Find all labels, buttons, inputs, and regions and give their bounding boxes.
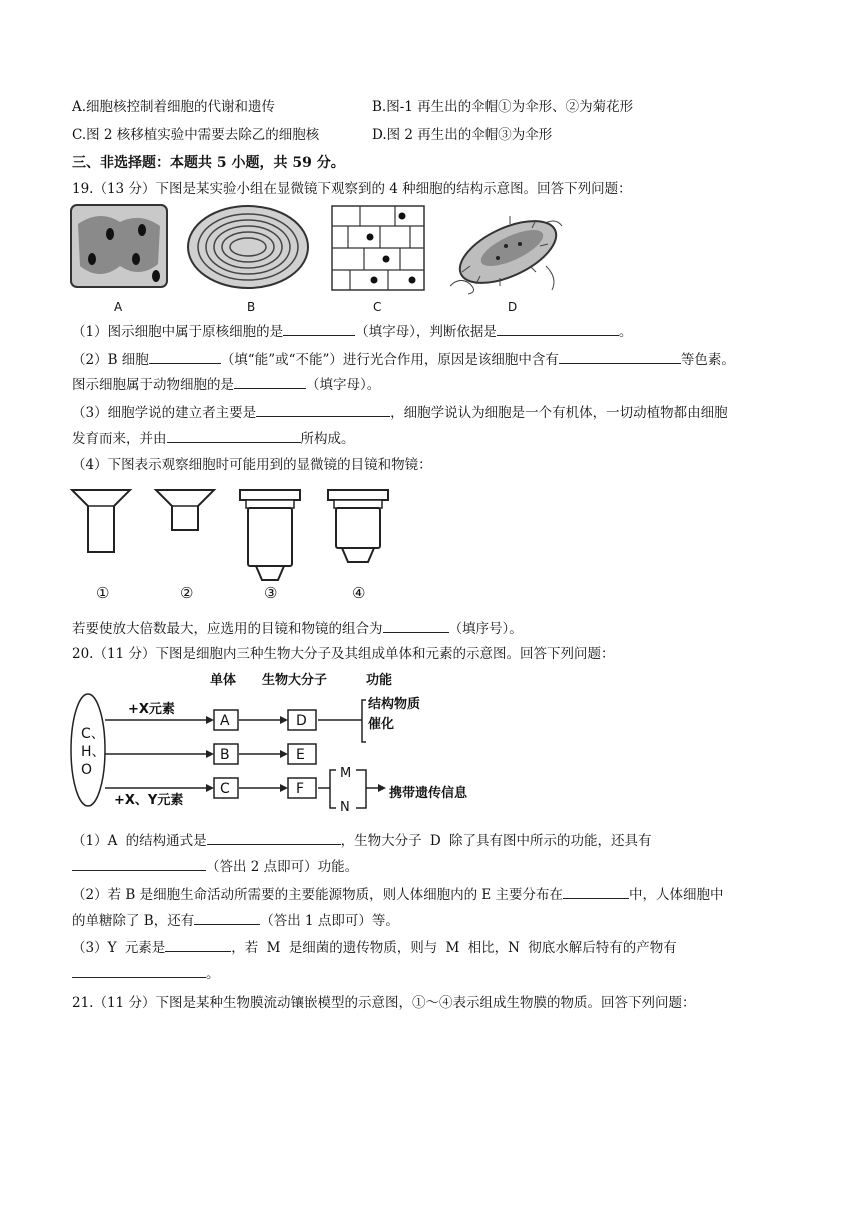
answer-blank[interactable] bbox=[149, 350, 221, 364]
cell-a-image bbox=[70, 204, 170, 288]
lens-label-2: ② bbox=[180, 584, 194, 602]
lens-label-1: ① bbox=[96, 584, 110, 602]
q19-part1: （1）图示细胞中属于原核细胞的是 （填字母），判断依据是 。 bbox=[72, 324, 633, 340]
genetic-info-label: 携带遗传信息 bbox=[389, 786, 468, 801]
q20-part2-cont: 的单糖除了 B，还有 （答出 1 点即可）等。 bbox=[72, 913, 399, 929]
answer-blank[interactable] bbox=[207, 831, 341, 845]
q19-part4: （4）下图表示观察细胞时可能用到的显微镜的目镜和物镜： bbox=[72, 457, 432, 473]
q20-part1: （1）A 的结构通式是 ，生物大分子 D 除了具有图中所示的功能，还具有 bbox=[72, 833, 652, 849]
q20-part3: （3）Y 元素是 ，若 M 是细菌的遗传物质，则与 M 相比，N 彻底水解后特有的产物有 bbox=[72, 940, 677, 956]
answer-blank[interactable] bbox=[167, 429, 301, 443]
eyepiece-2-image bbox=[154, 488, 224, 538]
diagram-header-function: 功能 bbox=[366, 673, 393, 688]
macro-d: D bbox=[296, 713, 307, 729]
answer-blank[interactable] bbox=[72, 964, 206, 978]
diagram-header-monomer: 单体 bbox=[210, 673, 237, 688]
answer-blank[interactable] bbox=[256, 403, 390, 417]
q20-part1-cont: （答出 2 点即可）功能。 bbox=[72, 857, 358, 876]
answer-blank[interactable] bbox=[559, 350, 681, 364]
q20-stem: 20.（11 分）下图是细胞内三种生物大分子及其组成单体和元素的示意图。回答下列问题： bbox=[72, 646, 615, 662]
lens-label-4: ④ bbox=[352, 584, 366, 602]
cell-b-image bbox=[186, 204, 314, 290]
macro-e: E bbox=[296, 747, 305, 763]
nucleic-m: M bbox=[340, 766, 352, 781]
q19-part2-cont: 图示细胞属于动物细胞的是 （填字母）。 bbox=[72, 377, 381, 393]
element-c: C、 bbox=[81, 726, 105, 742]
function-catalysis: 催化 bbox=[368, 717, 395, 732]
cell-label-c: C bbox=[373, 300, 382, 314]
answer-blank[interactable] bbox=[234, 375, 306, 389]
objective-3-image bbox=[238, 488, 308, 584]
answer-blank[interactable] bbox=[497, 322, 619, 336]
cell-label-a: A bbox=[114, 300, 123, 314]
monomer-a: A bbox=[220, 713, 230, 729]
function-structural: 结构物质 bbox=[368, 697, 421, 712]
q19-part2: （2）B 细胞 （填“能”或“不能”）进行光合作用，原因是该细胞中含有 等色素。 bbox=[72, 352, 735, 368]
section-heading: 三、非选择题：本题共 5 小题，共 59 分。 bbox=[72, 155, 345, 171]
nucleic-n: N bbox=[340, 800, 350, 815]
answer-blank[interactable] bbox=[563, 885, 629, 899]
lens-label-3: ③ bbox=[264, 584, 278, 602]
q19-stem: 19.（13 分）下图是某实验小组在显微镜下观察到的 4 种细胞的结构示意图。回答下列问题： bbox=[72, 181, 632, 197]
q19-part5: 若要使放大倍数最大，应选用的目镜和物镜的组合为 （填序号）。 bbox=[72, 621, 523, 637]
element-h: H、 bbox=[81, 744, 106, 760]
diagram-header-macromolecule: 生物大分子 bbox=[262, 673, 328, 688]
answer-blank[interactable] bbox=[165, 938, 231, 952]
q19-part3-cont: 发育而来，并由 所构成。 bbox=[72, 431, 355, 447]
answer-blank[interactable] bbox=[72, 857, 206, 871]
option-d: D.图 2 再生出的伞帽③为伞形 bbox=[372, 127, 553, 143]
macro-f: F bbox=[296, 781, 305, 797]
answer-blank[interactable] bbox=[383, 619, 449, 633]
option-c: C.图 2 核移植实验中需要去除乙的细胞核 bbox=[72, 127, 320, 143]
monomer-c: C bbox=[220, 781, 230, 797]
q20-part2: （2）若 B 是细胞生命活动所需要的主要能源物质，则人体细胞内的 E 主要分布在 中，人体细胞中 bbox=[72, 887, 724, 903]
answer-blank[interactable] bbox=[194, 911, 260, 925]
option-a: A.细胞核控制着细胞的代谢和遗传 bbox=[72, 99, 276, 115]
cell-c-image bbox=[330, 204, 428, 294]
answer-blank[interactable] bbox=[283, 322, 355, 336]
eyepiece-1-image bbox=[70, 488, 140, 560]
cell-label-d: D bbox=[508, 300, 518, 314]
option-b: B.图-1 再生出的伞帽①为伞形、②为菊花形 bbox=[372, 99, 634, 115]
q19-part3: （3）细胞学说的建立者主要是 ，细胞学说认为细胞是一个有机体，一切动植物都由细胞 bbox=[72, 405, 728, 421]
cell-d-image bbox=[440, 206, 570, 296]
q21-stem: 21.（11 分）下图是某种生物膜流动镶嵌模型的示意图，①～④表示组成生物膜的物质。回答下列问题： bbox=[72, 995, 696, 1011]
monomer-b: B bbox=[220, 747, 230, 763]
plus-x-label: +X元素 bbox=[128, 702, 175, 717]
objective-4-image bbox=[326, 488, 396, 568]
element-o: O bbox=[81, 762, 93, 778]
cell-label-b: B bbox=[247, 300, 256, 314]
plus-xy-label: +X、Y元素 bbox=[114, 793, 184, 808]
q20-part3-cont: 。 bbox=[72, 964, 220, 983]
